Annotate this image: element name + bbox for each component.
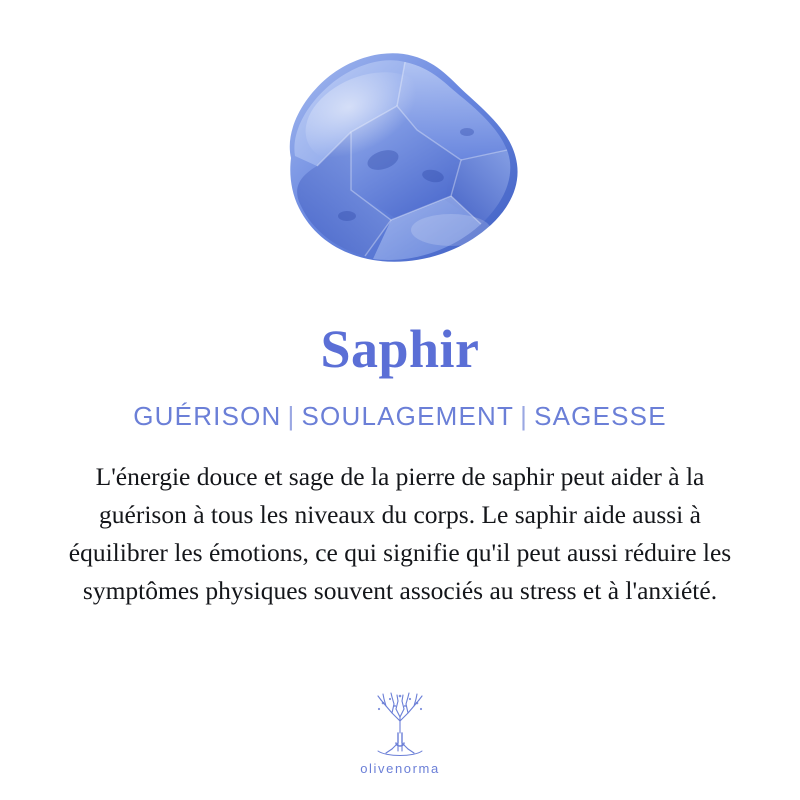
keyword-healing: GUÉRISON [133,401,282,432]
page-title: Saphir [320,319,480,379]
tree-of-life-icon [352,687,448,759]
keyword-relief: SOULAGEMENT [301,401,515,432]
keyword-separator-1: | [287,401,296,432]
keyword-list [133,401,667,432]
keyword-wisdom: SAGESSE [534,401,667,432]
keyword-separator-2: | [520,401,529,432]
brand-logo [0,687,800,776]
sapphire-stone-image [255,40,555,290]
brand-name: olivenorma [360,761,440,776]
description-text: L'énergie douce et sage de la pierre de saphir peut aider à la guérison à tous les niveaux du corps. Le saphir aide aussi à équilibrer les émotions, ce qui signifie qu'il peut aussi réduire les symptômes physiques souvent associés au stress et à l'anxiété. [68,462,732,605]
sapphire-stone-icon [255,40,555,290]
stone-image-area [0,0,800,320]
